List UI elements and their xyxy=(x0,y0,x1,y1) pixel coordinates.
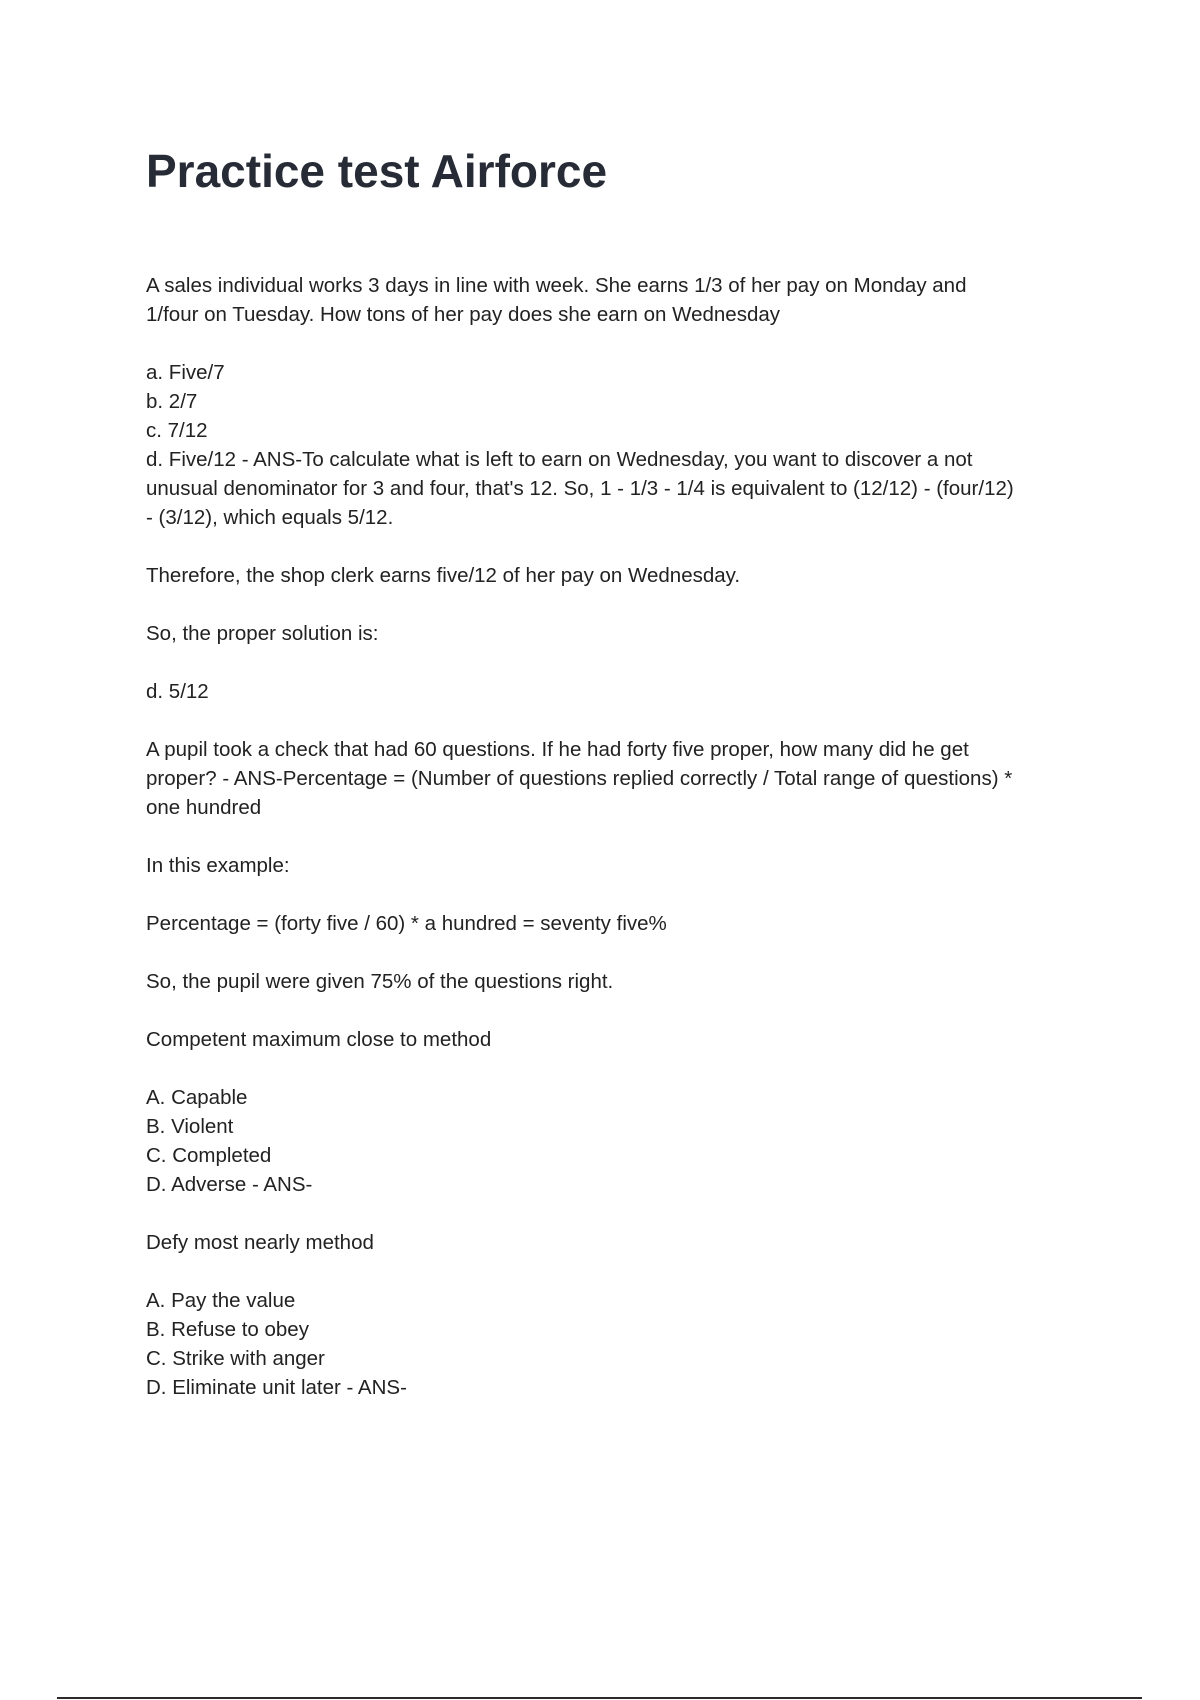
option-item: b. 2/7 xyxy=(146,390,198,413)
option-item: C. Completed xyxy=(146,1144,272,1167)
option-item: D. Adverse - ANS- xyxy=(146,1173,313,1196)
option-item: B. Refuse to obey xyxy=(146,1318,309,1341)
footer-divider xyxy=(57,1697,1142,1699)
question-4-options xyxy=(146,1286,1091,1402)
question-1-therefore xyxy=(146,561,1091,590)
answer-line: - (3/12), which equals 5/12. xyxy=(146,506,394,529)
option-item: D. Eliminate unit later - ANS- xyxy=(146,1376,407,1399)
option-item: A. Pay the value xyxy=(146,1289,296,1312)
text-line: Competent maximum close to method xyxy=(146,1028,492,1051)
question-2-example-intro xyxy=(146,851,1091,880)
document-body xyxy=(146,271,1091,1431)
text-line: d. 5/12 xyxy=(146,680,209,703)
question-4-prompt xyxy=(146,1228,1091,1257)
option-item: c. 7/12 xyxy=(146,419,208,442)
text-line: Percentage = (forty five / 60) * a hundred = seventy five% xyxy=(146,912,667,935)
text-line: In this example: xyxy=(146,854,290,877)
option-item: A. Capable xyxy=(146,1086,248,1109)
question-1-solution-intro xyxy=(146,619,1091,648)
text-line: proper? - ANS-Percentage = (Number of questions replied correctly / Total range of questions) * xyxy=(146,767,1013,790)
text-line: Therefore, the shop clerk earns five/12 of her pay on Wednesday. xyxy=(146,564,741,587)
question-1-options xyxy=(146,358,1091,532)
question-2-calculation xyxy=(146,909,1091,938)
text-line: 1/four on Tuesday. How tons of her pay does she earn on Wednesday xyxy=(146,303,780,326)
question-3-prompt xyxy=(146,1025,1091,1054)
text-line: So, the proper solution is: xyxy=(146,622,379,645)
text-line: So, the pupil were given 75% of the questions right. xyxy=(146,970,614,993)
answer-line: unusual denominator for 3 and four, that's 12. So, 1 - 1/3 - 1/4 is equivalent to (12/12) - (four/12) xyxy=(146,477,1014,500)
text-line: A pupil took a check that had 60 questions. If he had forty five proper, how many did he get xyxy=(146,738,969,761)
question-2-conclusion xyxy=(146,967,1091,996)
text-line: Defy most nearly method xyxy=(146,1231,374,1254)
text-line: one hundred xyxy=(146,796,262,819)
option-item: C. Strike with anger xyxy=(146,1347,325,1370)
question-1-prompt xyxy=(146,271,1091,329)
option-item: B. Violent xyxy=(146,1115,234,1138)
text-line: A sales individual works 3 days in line with week. She earns 1/3 of her pay on Monday and xyxy=(146,274,967,297)
question-3-options xyxy=(146,1083,1091,1199)
question-2-prompt xyxy=(146,735,1091,822)
question-1-solution xyxy=(146,677,1091,706)
page-title: Practice test Airforce xyxy=(146,145,608,197)
answer-line: d. Five/12 - ANS-To calculate what is left to earn on Wednesday, you want to discover a not xyxy=(146,448,973,471)
option-item: a. Five/7 xyxy=(146,361,225,384)
